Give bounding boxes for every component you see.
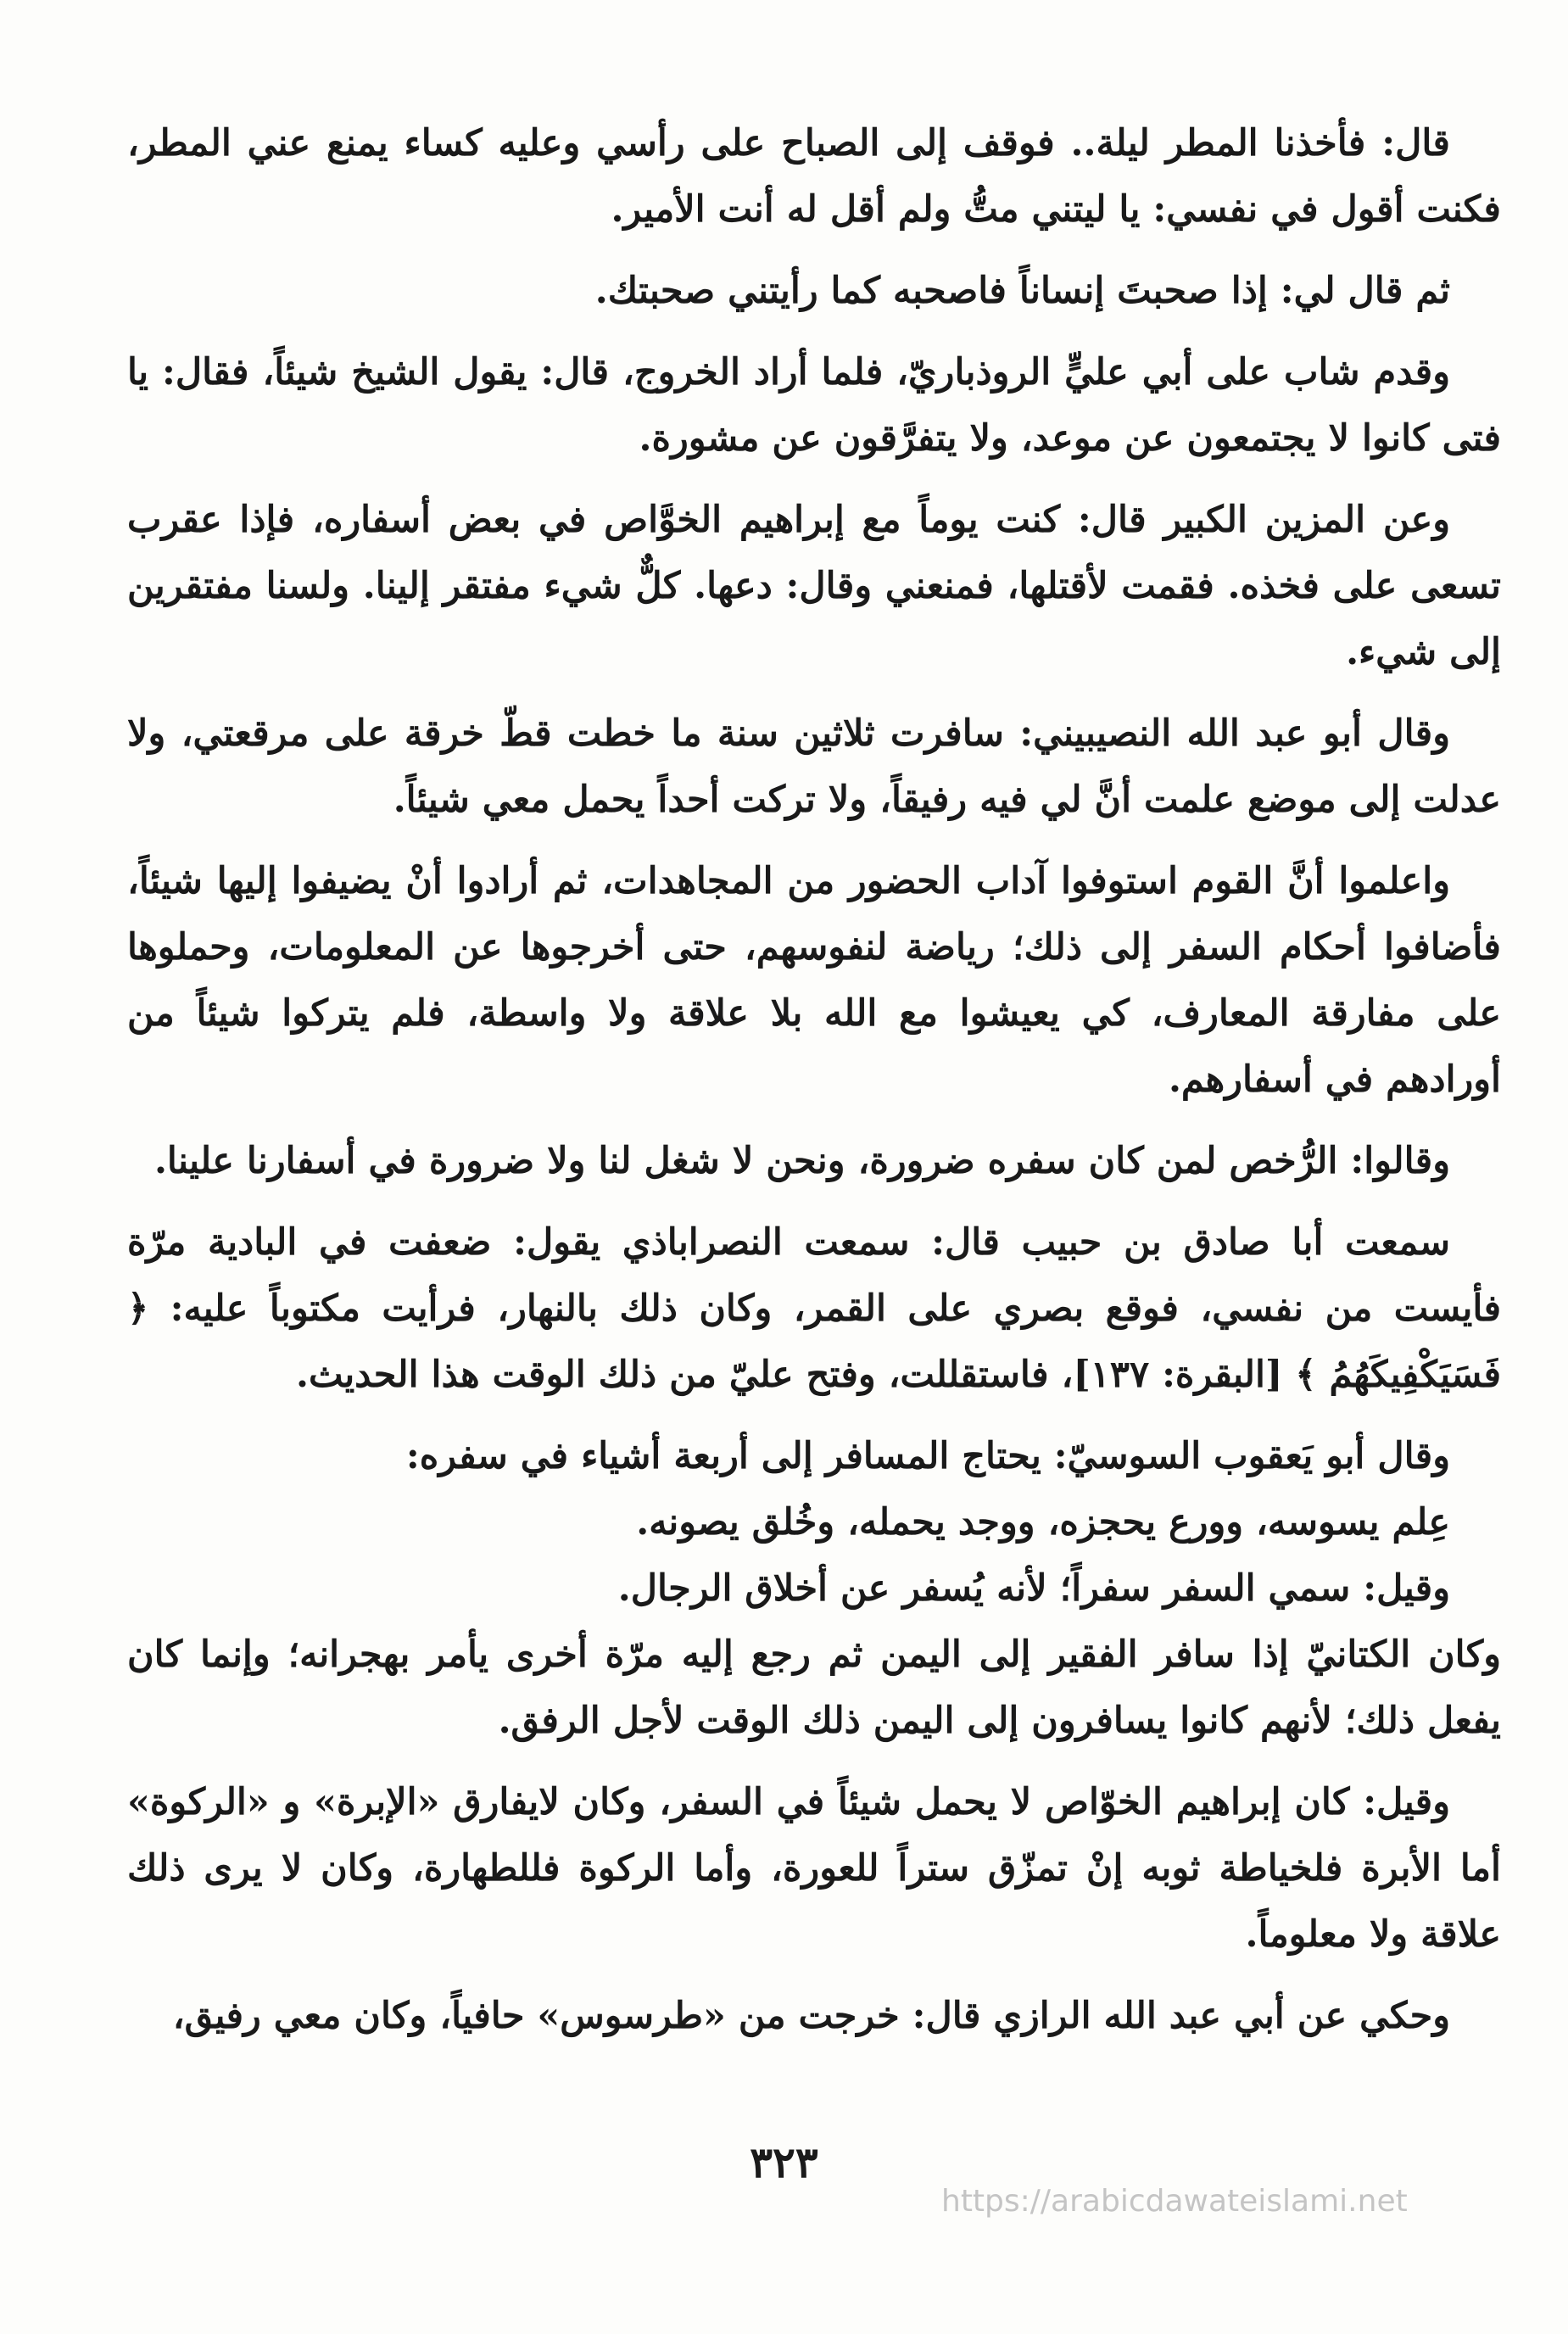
- paragraph: وحكي عن أبي عبد الله الرازي قال: خرجت من «طرسوس» حافياً، وكان معي رفيق،: [172, 1995, 1450, 2037]
- page-number: ٣٢٣: [750, 2137, 818, 2187]
- paragraph: وقيل: سمي السفر سفراً؛ لأنه يُسفر عن أخلاق الرجال.: [617, 1567, 1450, 1610]
- page-body: [127, 110, 1501, 2064]
- paragraph: سمعت أبا صادق بن حبيب قال: سمعت النصراباذي يقول: ضعفت في البادية مرّة فأيست من نفسي، فوقع بصري على القمر، وكان ذلك بالنهار، فرأيت مكتوباً عليه: ﴿ فَسَيَكْفِيكَهُمُ ﴾ [البقرة: ١٣٧]، فاستقللت، وفتح عليّ من ذلك الوقت هذا الحديث.: [127, 1221, 1501, 1396]
- paragraph: وقال أبو عبد الله النصيبيني: سافرت ثلاثين سنة ما خطت قطّ خرقة على مرقعتي، ولا عدلت إلى موضع علمت أنَّ لي فيه رفيقاً، ولا تركت أحداً يحمل معي شيئاً.: [127, 712, 1501, 821]
- paragraph: واعلموا أنَّ القوم استوفوا آداب الحضور من المجاهدات، ثم أرادوا أنْ يضيفوا إليها شيئاً، فأضافوا أحكام السفر إلى ذلك؛ رياضة لنفوسهم، حتى أخرجوها عن المعلومات، وحملوها على مفارقة المعارف، كي يعيشوا مع الله بلا علاقة ولا واسطة، فلم يتركوا شيئاً من أورادهم في أسفارهم.: [127, 860, 1501, 1101]
- paragraph: عِلم يسوسه، وورع يحجزه، ووجد يحمله، وخُلق يصونه.: [636, 1501, 1450, 1544]
- watermark-url: https://arabicdawateislami.net: [941, 2184, 1408, 2219]
- paragraph: ثم قال لي: إذا صحبتَ إنساناً فاصحبه كما رأيتني صحبتك.: [594, 270, 1450, 312]
- paragraph: وقال أبو يَعقوب السوسيّ: يحتاج المسافر إلى أربعة أشياء في سفره:: [405, 1435, 1450, 1477]
- paragraph: وكان الكتانيّ إذا سافر الفقير إلى اليمن ثم رجع إليه مرّة أخرى يأمر بهجرانه؛ وإنما كان يفعل ذلك؛ لأنهم كانوا يسافرون إلى اليمن ذلك الوقت لأجل الرفق.: [127, 1633, 1501, 1742]
- paragraph: وعن المزين الكبير قال: كنت يوماً مع إبراهيم الخوَّاص في بعض أسفاره، فإذا عقرب تسعى على فخذه. فقمت لأقتلها، فمنعني وقال: دعها. كلٌّ شيء مفتقر إلينا. ولسنا مفتقرين إلى شيء.: [127, 499, 1501, 673]
- paragraph: قال: فأخذنا المطر ليلة.. فوقف إلى الصباح على رأسي وعليه كساء يمنع عني المطر، فكنت أقول في نفسي: يا ليتني متُّ ولم أقل له أنت الأمير.: [127, 122, 1501, 231]
- paragraph: وقالوا: الرُّخص لمن كان سفره ضرورة، ونحن لا شغل لنا ولا ضرورة في أسفارنا علينا.: [153, 1140, 1450, 1182]
- paragraph: وقيل: كان إبراهيم الخوّاص لا يحمل شيئاً في السفر، وكان لايفارق «الإبرة» و «الركوة» أما الأبرة فلخياطة ثوبه إنْ تمزّق ستراً للعورة، وأما الركوة فللطهارة، وكان لا يرى ذلك علاقة ولا معلوماً.: [127, 1781, 1501, 1956]
- paragraph: وقدم شاب على أبي عليٍّ الروذباريّ، فلما أراد الخروج، قال: يقول الشيخ شيئاً، فقال: يا فتى كانوا لا يجتمعون عن موعد، ولا يتفرَّقون عن مشورة.: [127, 351, 1501, 460]
